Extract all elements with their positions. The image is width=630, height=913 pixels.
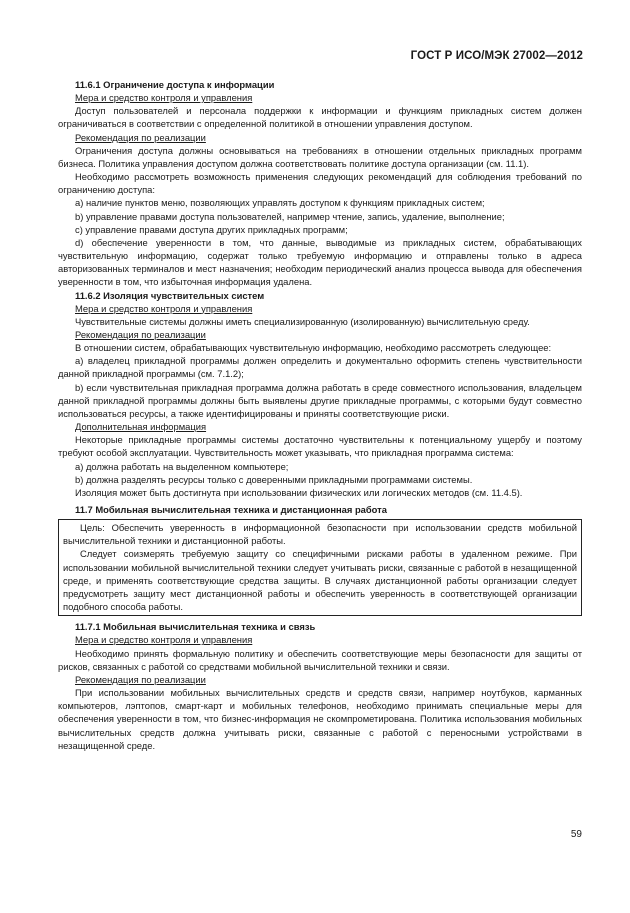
objective-text: Цель: Обеспечить уверенность в информационной безопасности при использовании средств мобильной вычислительной техники и дистанционной работы.: [63, 522, 577, 547]
list-item: b) должна разделять ресурсы только с доверенными прикладными программами системы.: [75, 473, 473, 485]
control-label: Мера и средство контроля и управления: [75, 634, 253, 646]
list-item: c) управление правами доступа других прикладных программ;: [75, 223, 348, 235]
objective-text: Следует соизмерять требуемую защиту со специфичными рисками работы в удаленном режиме. При использовании мобильной вычислительной техники следует учитывать риски, связанные с работой в незащищенной среде, и применять соответствующие средства защиты. В случаях дистанционной работы организации следует предусмотреть защиту мест дистанционной работы и обеспечить уверенность в соответствующей организации подобного способа работы.: [63, 548, 577, 613]
guidance-paragraph: При использовании мобильных вычислительных средств и средств связи, например ноутбуков, карманных компьютеров, лэптопов, смарт-карт и мобильных телефонов, необходимо принимать специальные меры для обеспечения уверенности в том, что бизнес-информация не скомпрометирована. Политика использования мобильных вычислительных средств должна учитывать риски, связанные с работой с переносными устройствами в незащищенной среде.: [58, 687, 582, 751]
section-heading-11-6-2: 11.6.2 Изоляция чувствительных систем: [75, 289, 265, 301]
guidance-label: Рекомендация по реализации: [75, 131, 206, 143]
control-text: Доступ пользователей и персонала поддержки к информации и функциям прикладных систем должен ограничиваться в соответствии с определенной политикой в отношении управления доступом.: [58, 105, 582, 130]
guidance-label: Рекомендация по реализации: [75, 673, 206, 685]
extra-info-paragraph: Изоляция может быть достигнута при использовании физических или логических методов (см. 11.4.5).: [75, 486, 523, 498]
control-text: Чувствительные системы должны иметь специализированную (изолированную) вычислительную среду.: [75, 315, 530, 327]
guidance-paragraph: В отношении систем, обрабатывающих чувствительную информацию, необходимо рассмотреть следующее:: [75, 342, 552, 354]
list-item: b) управление правами доступа пользователей, например чтение, запись, удаление, выполнение;: [75, 210, 505, 222]
list-item: a) должна работать на выделенном компьютере;: [75, 460, 289, 472]
objective-box: [58, 519, 582, 616]
control-label: Мера и средство контроля и управления: [75, 302, 253, 314]
list-item: b) если чувствительная прикладная программа должна работать в среде совместного использования, владельцем данной прикладной программы должны быть выявлены другие прикладные программы, с которыми будут совместно использоваться ресурсы, а также идентифицированы и приняты соответствующие риски.: [58, 381, 582, 419]
guidance-paragraph: Необходимо рассмотреть возможность применения следующих рекомендаций для соблюдения требований по ограничению доступа:: [58, 171, 582, 196]
list-item: a) владелец прикладной программы должен определить и документально оформить степень чувствительности данной прикладной программы (см. 7.1.2);: [58, 355, 582, 380]
extra-info-paragraph: Некоторые прикладные программы системы достаточно чувствительны к потенциальному ущербу и поэтому требуют особой эксплуатации. Чувствительность может указывать, что прикладная программа система:: [58, 434, 582, 459]
extra-info-label: Дополнительная информация: [75, 421, 207, 433]
control-text: Необходимо принять формальную политику и обеспечить соответствующие меры безопасности для защиты от рисков, связанных с работой со средствами мобильной вычислительной техники и связи.: [58, 647, 582, 672]
section-heading-11-7: 11.7 Мобильная вычислительная техника и дистанционная работа: [75, 504, 387, 515]
section-heading-11-6-1: 11.6.1 Ограничение доступа к информации: [75, 79, 275, 90]
list-item: a) наличие пунктов меню, позволяющих управлять доступом к функциям прикладных систем;: [75, 197, 485, 209]
page-content: [58, 78, 582, 752]
guidance-paragraph: Ограничения доступа должны основываться на требованиях в отношении отдельных прикладных программ бизнеса. Политика управления доступом должна соответствовать политике доступа организации (см. 11.1).: [58, 144, 582, 169]
document-header: ГОСТ Р ИСО/МЭК 27002—2012: [410, 50, 583, 62]
section-heading-11-7-1: 11.7.1 Мобильная вычислительная техника и связь: [75, 621, 316, 633]
guidance-label: Рекомендация по реализации: [75, 328, 206, 340]
page-number: 59: [570, 829, 582, 840]
list-item: d) обеспечение уверенности в том, что данные, выводимые из прикладных систем, обрабатывающих чувствительную информацию, содержат только требуемую информацию и отправлены только в адреса авторизованных терминалов и мест назначения; необходим периодический анализ процесса вывода для обеспечения уверенности в том, что избыточная информация удалена.: [58, 236, 582, 288]
control-label: Мера и средство контроля и управления: [75, 92, 253, 104]
